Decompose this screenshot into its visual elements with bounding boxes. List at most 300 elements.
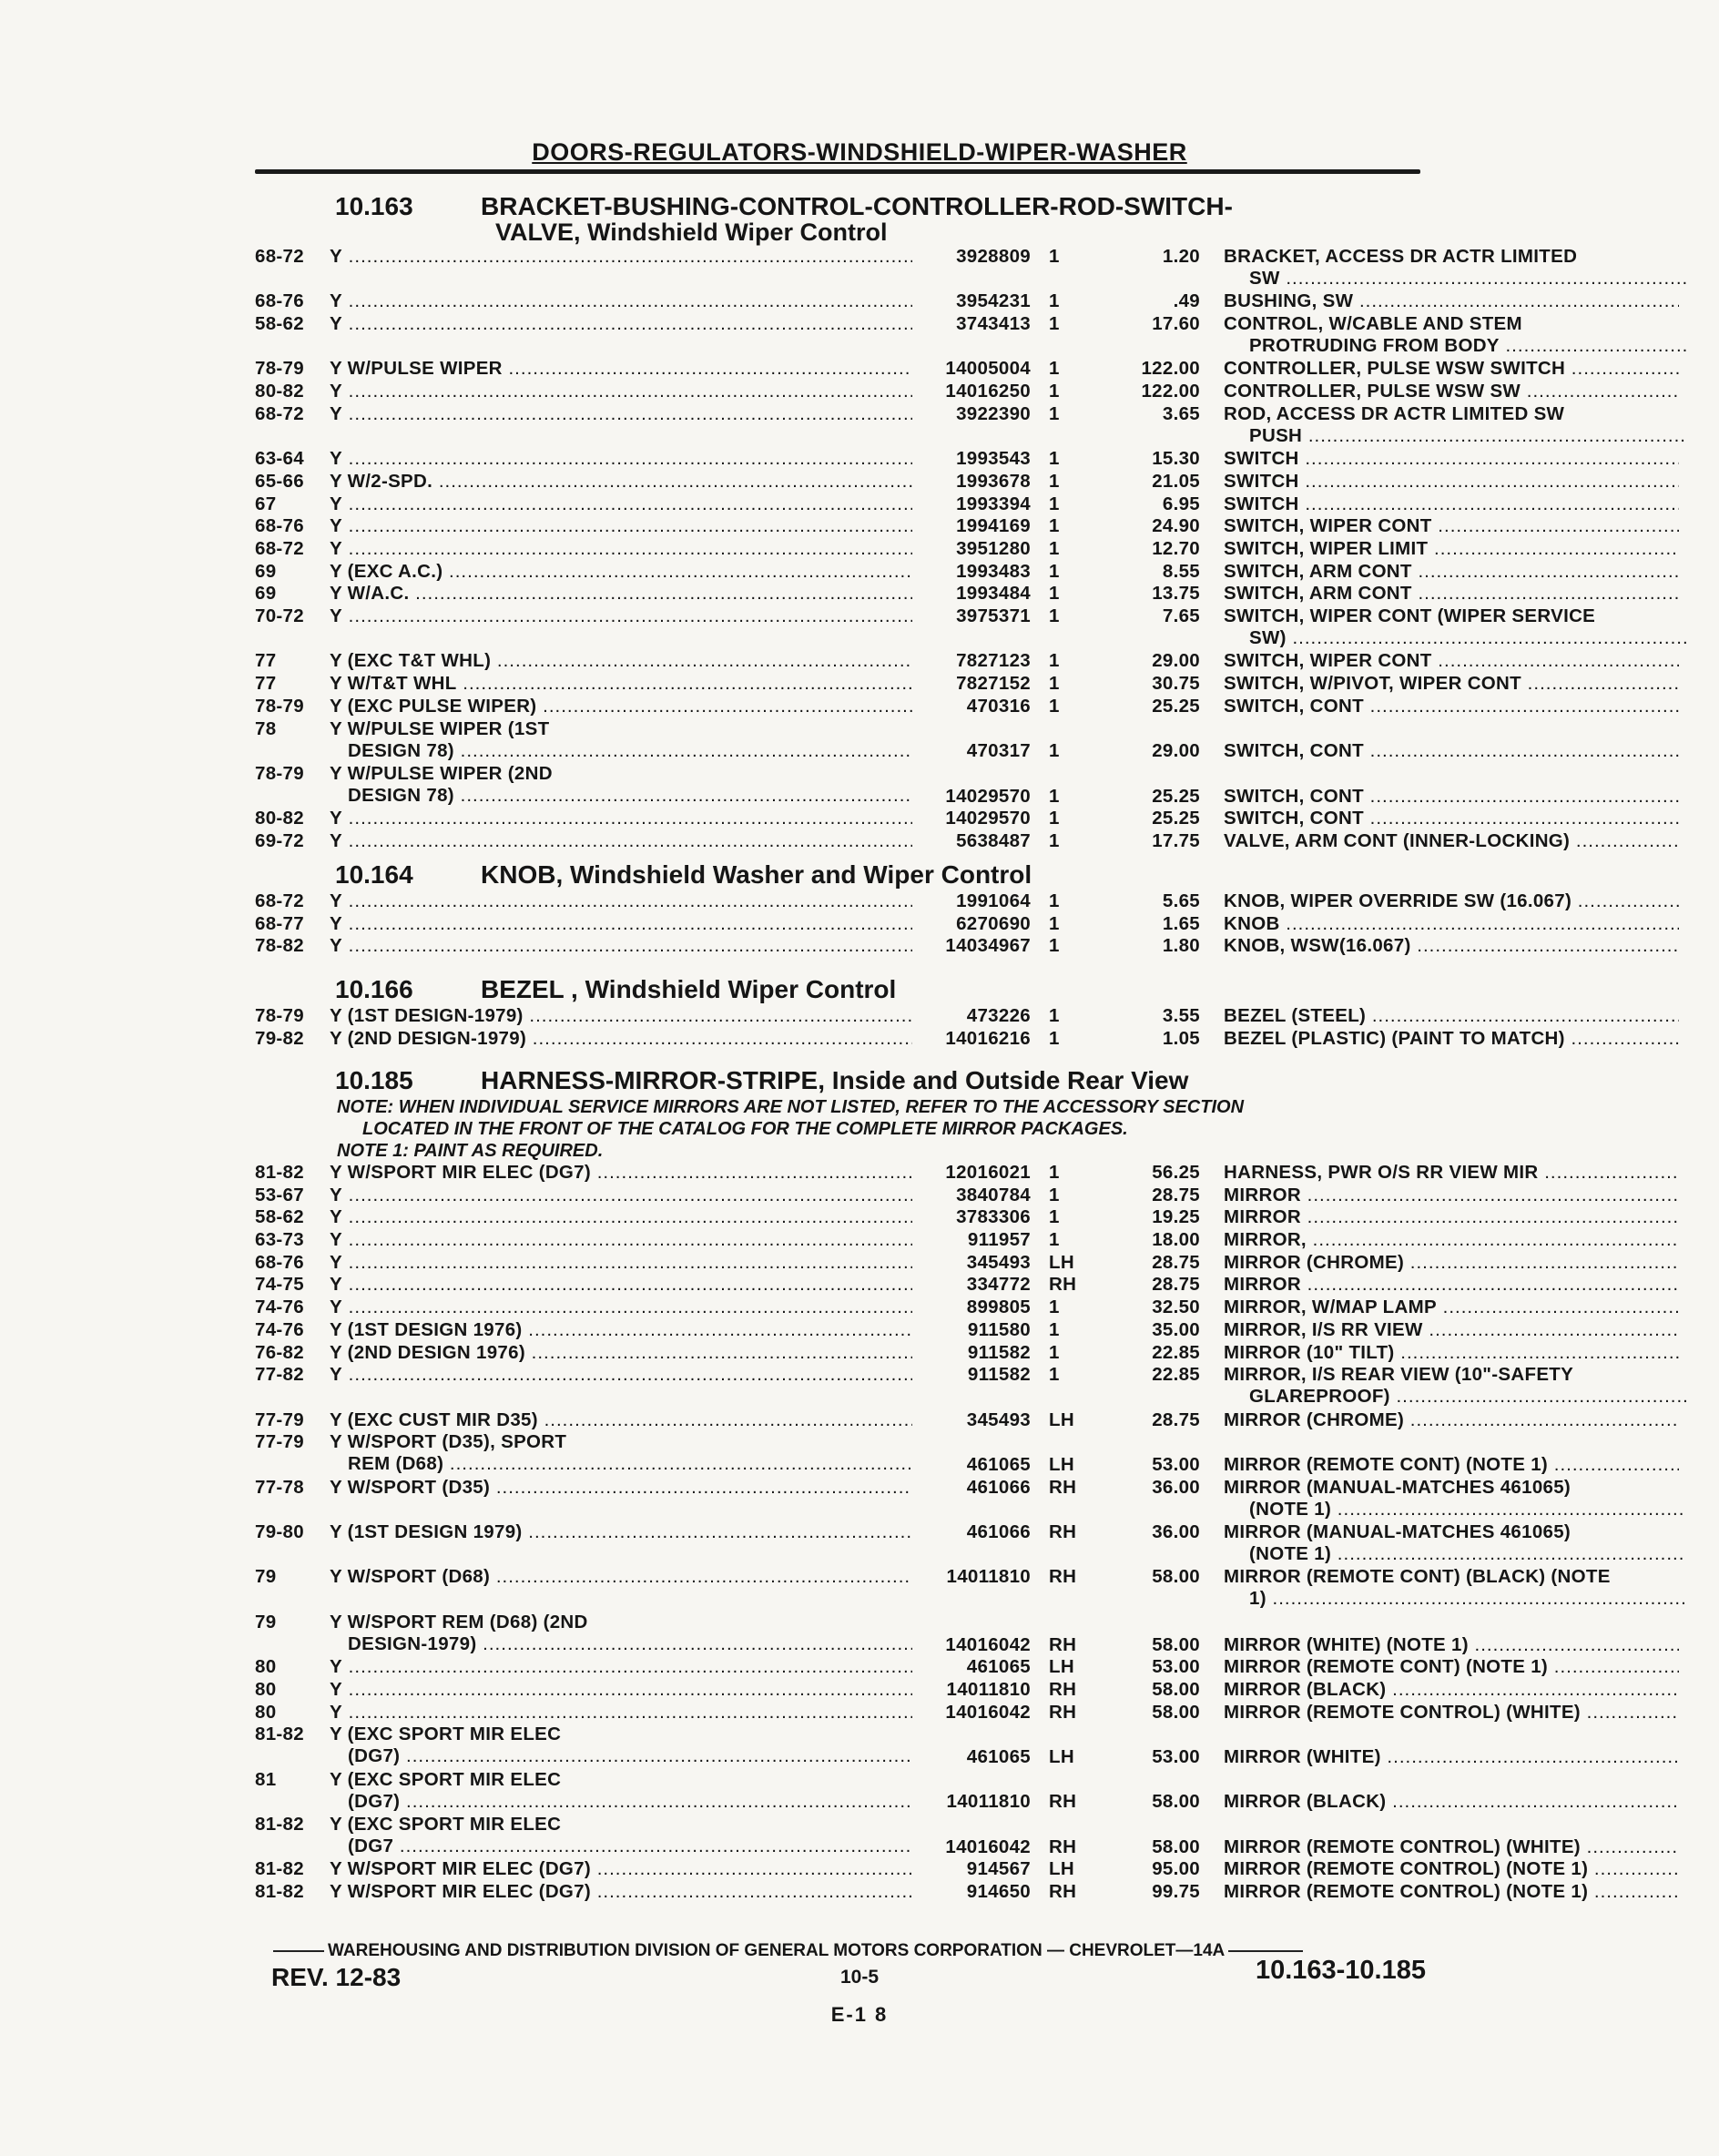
price: 28.75	[1152, 1274, 1200, 1296]
quantity: LH	[1049, 1453, 1074, 1475]
part-number: 14016216	[945, 1027, 1031, 1049]
part-name-line	[1224, 627, 1686, 649]
part-name-text: CONTROLLER, PULSE WSW SWITCH .....	[1224, 358, 1679, 379]
application-description	[330, 1431, 912, 1475]
part-number: 12016021	[945, 1162, 1031, 1183]
model-years: 53-67	[255, 1184, 304, 1205]
description-line	[330, 1566, 912, 1588]
part-name	[1224, 290, 1679, 312]
part-name-text: SWITCH, WIPER CONT .....	[1224, 650, 1679, 671]
quantity: 1	[1049, 605, 1060, 627]
part-name	[1224, 696, 1679, 717]
part-name-text: MIRROR, I/S RR VIEW .....	[1224, 1319, 1679, 1340]
part-number: 1993678	[956, 470, 1031, 492]
description-text: Y (1ST DESIGN 1976) .....	[330, 1319, 912, 1340]
quantity: 1	[1049, 912, 1060, 934]
price: 28.75	[1152, 1184, 1200, 1205]
model-years: 77-79	[255, 1409, 304, 1430]
application-description	[330, 358, 912, 380]
price: 3.65	[1162, 402, 1200, 424]
part-name	[1224, 1252, 1679, 1274]
part-name	[1224, 1566, 1679, 1610]
description-text: Y .....	[330, 1364, 912, 1385]
description-text: Y W/SPORT (D35), SPORT	[330, 1431, 567, 1453]
description-line	[330, 1185, 912, 1206]
price: 53.00	[1152, 1745, 1200, 1767]
part-name	[1224, 1702, 1679, 1724]
section-10-164	[255, 859, 1572, 958]
part-name-line	[1224, 935, 1679, 957]
part-name-line	[1224, 290, 1679, 312]
description-text: Y .....	[330, 1185, 912, 1205]
part-name-line	[1224, 1342, 1679, 1364]
description-line	[330, 808, 912, 829]
part-row	[255, 1409, 1420, 1432]
part-number: 334772	[966, 1274, 1031, 1296]
part-number: 14011810	[946, 1791, 1031, 1813]
part-name-text: MIRROR, W/MAP LAMP .....	[1224, 1297, 1679, 1317]
quantity: LH	[1049, 1251, 1074, 1273]
quantity: 1	[1049, 290, 1060, 312]
part-name	[1224, 1162, 1679, 1184]
application-description	[330, 1028, 912, 1050]
description-text: Y (EXC T&T WHL) .....	[330, 650, 912, 671]
part-name-text: MIRROR (REMOTE CONTROL) (NOTE 1) .....	[1224, 1881, 1679, 1902]
price: 28.75	[1152, 1251, 1200, 1273]
application-description	[330, 718, 912, 762]
quantity: 1	[1049, 1184, 1060, 1205]
application-description	[330, 1724, 912, 1767]
description-text: Y .....	[330, 493, 912, 514]
part-name-line	[1224, 471, 1679, 493]
description-text: Y W/SPORT MIR ELEC (DG7) .....	[330, 1881, 912, 1902]
part-row	[255, 1858, 1589, 1881]
description-text: Y (EXC CUST MIR D35) .....	[330, 1409, 912, 1430]
part-name-line	[1224, 808, 1679, 829]
section-header	[255, 974, 1420, 1005]
section-title: BRACKET-BUSHING-CONTROL-CONTROLLER-ROD-SWITCH-	[481, 192, 1233, 220]
part-number: 1994169	[956, 515, 1031, 537]
application-description	[330, 1005, 912, 1027]
quantity: 1	[1049, 935, 1060, 957]
application-description	[330, 1162, 912, 1184]
footer-division	[273, 1941, 1420, 1961]
note-text: NOTE: WHEN INDIVIDUAL SERVICE MIRRORS ARE NOT LISTED, REFER TO THE ACCESSORY SECTION	[337, 1097, 1245, 1117]
part-name-line	[1224, 1679, 1679, 1701]
description-line	[330, 583, 912, 605]
part-number: 7827152	[956, 673, 1031, 695]
quantity: RH	[1049, 1836, 1077, 1857]
description-line	[330, 696, 912, 717]
part-name	[1224, 1319, 1679, 1341]
model-years: 58-62	[255, 313, 304, 335]
model-years: 74-75	[255, 1274, 304, 1296]
part-name-line	[1224, 1858, 1679, 1880]
page-reference: E-1 8	[830, 2003, 889, 2026]
part-number: 1993483	[956, 560, 1031, 582]
part-name	[1224, 448, 1679, 470]
part-name-line	[1224, 335, 1686, 357]
part-name-line	[1224, 1319, 1679, 1341]
description-text: Y .....	[330, 913, 912, 934]
quantity: 1	[1049, 1027, 1060, 1049]
model-years: 63-64	[255, 448, 304, 470]
part-row	[255, 913, 1420, 936]
description-line	[330, 1409, 912, 1431]
part-name-text: MIRROR (BLACK) .....	[1224, 1679, 1679, 1700]
part-row	[255, 1318, 1423, 1342]
description-line	[330, 1319, 912, 1341]
part-name	[1224, 1836, 1679, 1858]
price: 8.55	[1162, 560, 1200, 582]
part-name-text: SWITCH .....	[1224, 471, 1679, 492]
model-years: 80-82	[255, 808, 304, 829]
application-description	[330, 1274, 912, 1296]
price: 29.00	[1152, 650, 1200, 672]
part-name	[1224, 1005, 1679, 1027]
part-name-line	[1224, 493, 1679, 515]
model-years: 81-82	[255, 1858, 304, 1880]
part-name	[1224, 1028, 1679, 1050]
description-text: Y .....	[330, 808, 912, 829]
part-name-line	[1224, 1477, 1679, 1499]
part-name	[1224, 830, 1679, 852]
quantity: RH	[1049, 1274, 1077, 1296]
description-text: Y (EXC SPORT MIR ELEC	[330, 1768, 562, 1790]
quantity: 1	[1049, 402, 1060, 424]
quantity: 1	[1049, 650, 1060, 672]
price: 12.70	[1152, 537, 1200, 559]
part-name	[1224, 740, 1679, 762]
description-text: Y .....	[330, 830, 912, 851]
section-10-166	[255, 974, 1565, 1050]
section-note	[337, 1118, 1420, 1140]
description-line	[330, 1005, 912, 1027]
part-name	[1224, 1274, 1679, 1296]
price: 6.95	[1162, 493, 1200, 514]
model-years: 81-82	[255, 1162, 304, 1183]
part-number: 1993394	[956, 493, 1031, 514]
price: 7.65	[1162, 605, 1200, 627]
price: 36.00	[1152, 1521, 1200, 1543]
description-line	[330, 1745, 912, 1767]
part-row	[255, 537, 1429, 561]
description-line	[330, 1342, 912, 1364]
model-years: 77-79	[255, 1431, 304, 1453]
description-text: Y W/PULSE WIPER .....	[330, 358, 912, 379]
description-text: Y W/SPORT (D35) .....	[330, 1477, 912, 1498]
application-description	[330, 1477, 912, 1499]
part-number: 461065	[966, 1656, 1031, 1678]
quantity: 1	[1049, 1318, 1060, 1340]
quantity: 1	[1049, 313, 1060, 335]
part-name-text: MIRROR (MANUAL-MATCHES 461065)	[1224, 1476, 1572, 1498]
description-line	[330, 561, 912, 583]
application-description	[330, 471, 912, 493]
part-name-line	[1224, 1836, 1679, 1858]
part-row	[255, 1206, 1420, 1229]
part-number: 461065	[966, 1453, 1031, 1475]
description-text: DESIGN 78) .....	[348, 740, 912, 761]
part-name-line	[1224, 381, 1679, 402]
part-name-text: SWITCH, WIPER LIMIT .....	[1224, 538, 1679, 559]
price: 1.65	[1162, 912, 1200, 934]
description-line	[330, 358, 912, 380]
price: 3.55	[1162, 1005, 1200, 1026]
model-years: 68-72	[255, 402, 304, 424]
model-years: 65-66	[255, 470, 304, 492]
application-description	[330, 650, 912, 672]
description-text: Y (1ST DESIGN-1979) .....	[330, 1005, 912, 1026]
price: 15.30	[1152, 448, 1200, 470]
part-name-line	[1224, 425, 1686, 447]
description-text: Y .....	[330, 313, 912, 334]
part-row	[255, 246, 1578, 290]
application-description	[330, 1656, 912, 1678]
footer-division-text: WAREHOUSING AND DISTRIBUTION DIVISION OF GENERAL MOTORS CORPORATION — CHEVROLET—14A	[328, 1941, 1226, 1960]
part-name-line	[1224, 650, 1679, 672]
model-years: 78	[255, 717, 277, 739]
part-number: 14016042	[945, 1701, 1031, 1723]
part-number: 1993484	[956, 583, 1031, 605]
description-text: Y W/PULSE WIPER (2ND	[330, 762, 553, 784]
price: 22.85	[1152, 1341, 1200, 1363]
section-header	[255, 1065, 1420, 1096]
part-name	[1224, 1679, 1679, 1701]
part-name-line	[1224, 1297, 1679, 1318]
part-name	[1224, 493, 1679, 515]
description-text: Y .....	[330, 403, 912, 424]
part-number: 911582	[967, 1341, 1031, 1363]
quantity: 1	[1049, 470, 1060, 492]
part-name-text: SWITCH, WIPER CONT (WIPER SERVICE	[1224, 605, 1596, 627]
price: 56.25	[1152, 1162, 1200, 1183]
price: 95.00	[1152, 1858, 1200, 1880]
application-description	[330, 1252, 912, 1274]
part-name	[1224, 1206, 1679, 1228]
part-number: 470317	[966, 740, 1031, 762]
section-10-163	[255, 191, 1596, 853]
price: 29.00	[1152, 740, 1200, 762]
part-name-line	[1224, 448, 1679, 470]
part-row	[255, 1342, 1420, 1365]
part-name	[1224, 538, 1679, 560]
part-row	[255, 718, 1420, 763]
part-name-text: CONTROL, W/CABLE AND STEM	[1224, 313, 1522, 335]
part-name-text: SWITCH .....	[1224, 493, 1679, 514]
application-description	[330, 1858, 912, 1880]
description-text: Y .....	[330, 1679, 912, 1700]
quantity: RH	[1049, 1791, 1077, 1813]
model-years: 80	[255, 1701, 277, 1723]
quantity: 1	[1049, 515, 1060, 537]
part-number: 14016042	[945, 1836, 1031, 1857]
price: 13.75	[1152, 583, 1200, 605]
price: 58.00	[1152, 1566, 1200, 1588]
description-text: Y .....	[330, 290, 912, 311]
part-name-line	[1224, 913, 1679, 935]
application-description	[330, 808, 912, 829]
description-text: Y W/2-SPD. .....	[330, 471, 912, 492]
price: 25.25	[1152, 808, 1200, 829]
title-rule	[255, 169, 1420, 174]
application-description	[330, 1206, 912, 1228]
part-name-text: KNOB .....	[1224, 913, 1679, 934]
part-name	[1224, 1791, 1679, 1813]
quantity: 1	[1049, 785, 1060, 807]
description-text: (DG7) .....	[348, 1791, 912, 1812]
part-name-line	[1224, 1656, 1679, 1678]
price: 25.25	[1152, 695, 1200, 717]
part-name-line	[1224, 1028, 1679, 1050]
description-line	[330, 290, 912, 312]
price: 58.00	[1152, 1633, 1200, 1655]
part-row	[255, 1814, 1581, 1858]
description-text: DESIGN 78) .....	[348, 785, 912, 806]
description-line	[330, 785, 912, 807]
description-text: Y (EXC SPORT MIR ELEC	[330, 1814, 562, 1836]
quantity: RH	[1049, 1566, 1077, 1588]
description-line	[330, 740, 912, 762]
part-number: 14029570	[945, 785, 1031, 807]
price: 58.00	[1152, 1678, 1200, 1700]
model-years: 80-82	[255, 381, 304, 402]
part-name-line	[1224, 830, 1679, 852]
part-number: 3840784	[956, 1184, 1031, 1205]
section-header	[255, 191, 1420, 222]
description-text: DESIGN-1979) .....	[348, 1633, 912, 1654]
part-number: 345493	[966, 1251, 1031, 1273]
quantity: 1	[1049, 381, 1060, 402]
quantity: LH	[1049, 1656, 1074, 1678]
part-number: 14011810	[946, 1566, 1031, 1588]
part-number: 911580	[967, 1318, 1031, 1340]
description-text: REM (D68) .....	[348, 1453, 912, 1474]
section-note	[337, 1140, 1420, 1162]
section-number: 10.185	[335, 1066, 413, 1094]
part-number: 914567	[966, 1858, 1031, 1880]
part-name	[1224, 890, 1679, 912]
description-line	[330, 493, 912, 515]
description-text: Y W/SPORT REM (D68) (2ND	[330, 1611, 588, 1632]
model-years: 68-72	[255, 537, 304, 559]
description-line	[330, 673, 912, 695]
part-name-line	[1224, 1409, 1679, 1431]
part-number: 461065	[966, 1745, 1031, 1767]
application-description	[330, 830, 912, 852]
part-row	[255, 1769, 1420, 1814]
application-description	[330, 1814, 912, 1857]
description-line	[330, 1836, 912, 1857]
part-name-line	[1224, 1566, 1679, 1588]
description-text: Y .....	[330, 1206, 912, 1227]
description-line	[330, 1274, 912, 1296]
description-text: Y .....	[330, 1702, 912, 1723]
price: 21.05	[1152, 470, 1200, 492]
description-line	[330, 1206, 912, 1228]
application-description	[330, 890, 912, 912]
application-description	[330, 313, 912, 335]
description-text: (DG7 .....	[348, 1836, 912, 1856]
description-text: Y (1ST DESIGN 1979) .....	[330, 1521, 912, 1542]
description-line	[330, 471, 912, 493]
part-name-text: SW) .....	[1249, 627, 1686, 648]
part-name-text: (NOTE 1) .....	[1249, 1499, 1686, 1520]
model-years: 77	[255, 650, 277, 672]
application-description	[330, 290, 912, 312]
part-name-text: SWITCH, WIPER CONT .....	[1224, 515, 1679, 536]
part-row	[255, 1431, 1549, 1476]
part-name	[1224, 1409, 1679, 1431]
part-number: 461066	[966, 1476, 1031, 1498]
quantity: 1	[1049, 560, 1060, 582]
description-line	[330, 1656, 912, 1678]
application-description	[330, 538, 912, 560]
part-name	[1224, 515, 1679, 537]
quantity: RH	[1049, 1701, 1077, 1723]
part-name-line	[1224, 1386, 1686, 1408]
part-name-line	[1224, 515, 1679, 537]
price: 28.75	[1152, 1409, 1200, 1430]
description-line	[330, 1858, 912, 1880]
description-line	[330, 1453, 912, 1475]
part-row	[255, 763, 1420, 808]
application-description	[330, 673, 912, 695]
part-name-line	[1224, 673, 1679, 695]
application-description	[330, 1521, 912, 1543]
part-row	[255, 358, 1566, 381]
model-years: 78-79	[255, 762, 304, 784]
section-title: HARNESS-MIRROR-STRIPE, Inside and Outside Rear View	[481, 1066, 1189, 1094]
description-line	[330, 246, 912, 268]
part-name-line	[1224, 740, 1679, 762]
model-years: 81	[255, 1768, 277, 1790]
part-name-line	[1224, 1881, 1679, 1903]
part-name-text: BRACKET, ACCESS DR ACTR LIMITED	[1224, 246, 1578, 267]
part-name-text: PROTRUDING FROM BODY .....	[1249, 335, 1686, 356]
description-line	[330, 1702, 912, 1724]
description-line	[330, 515, 912, 537]
part-name-text: MIRROR (REMOTE CONTROL) (WHITE) .....	[1224, 1702, 1679, 1723]
quantity: RH	[1049, 1633, 1077, 1655]
application-description	[330, 696, 912, 717]
part-name-line	[1224, 1543, 1686, 1565]
price: 18.00	[1152, 1229, 1200, 1251]
description-line	[330, 1724, 912, 1745]
description-line	[330, 650, 912, 672]
part-name-line	[1224, 1454, 1679, 1476]
part-row	[255, 583, 1420, 605]
quantity: 1	[1049, 246, 1060, 267]
part-number: 470316	[966, 695, 1031, 717]
part-number: 461066	[966, 1521, 1031, 1543]
section-10-185	[255, 1065, 1611, 1904]
part-name-text: 1) .....	[1249, 1588, 1686, 1609]
part-name-text: SWITCH, W/PIVOT, WIPER CONT .....	[1224, 673, 1679, 694]
model-years: 79	[255, 1566, 277, 1588]
quantity: 1	[1049, 808, 1060, 829]
part-row	[255, 448, 1420, 471]
part-name-line	[1224, 268, 1686, 290]
description-line	[330, 935, 912, 957]
model-years: 79	[255, 1611, 277, 1632]
description-line	[330, 1364, 912, 1386]
part-number: 6270690	[956, 912, 1031, 934]
page-number: 10-5	[839, 1967, 880, 1988]
price: 122.00	[1141, 381, 1200, 402]
part-row	[255, 515, 1432, 538]
section-number: 10.164	[335, 860, 413, 889]
